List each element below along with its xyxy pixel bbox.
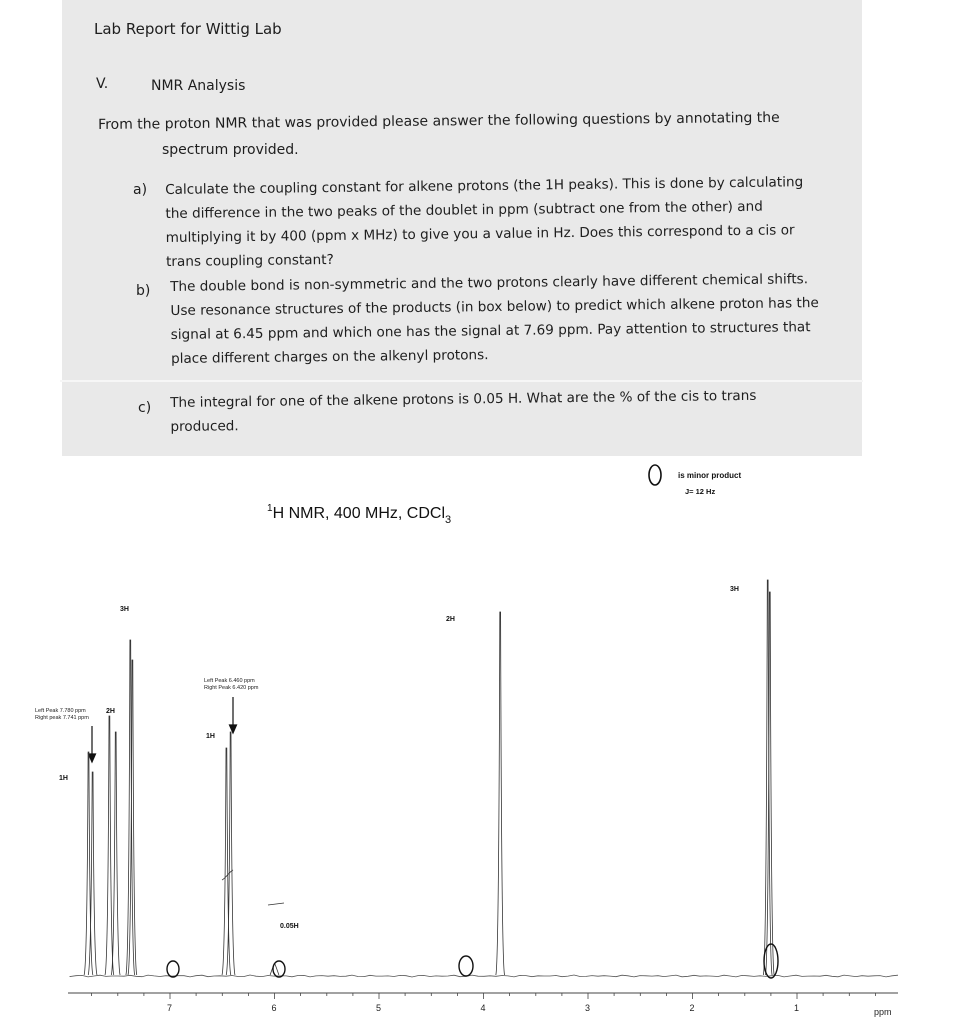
question-b-line: Use resonance structures of the products (in box below) to predict which alkene proton has the: [170, 295, 819, 319]
note-left-peak-2: Right peak 7.741 ppm: [35, 715, 89, 721]
x-axis-tick-label: 1: [794, 1003, 800, 1013]
integral-label-2h-aromatic: 2H: [106, 708, 115, 715]
question-b-line: signal at 6.45 ppm and which one has the signal at 7.69 ppm. Pay attention to structures that: [170, 319, 811, 343]
question-b-line: The double bond is non-symmetric and the two protons clearly have different chemical shifts.: [170, 271, 809, 295]
x-axis-tick-label: 4: [480, 1003, 486, 1013]
arrow-left-doublet-icon: [89, 726, 96, 762]
note-mid-peak-1: Left Peak 6.460 ppm: [204, 678, 255, 684]
integral-label-1h-alkene: 1H: [59, 775, 68, 782]
x-axis-unit: ppm: [874, 1007, 892, 1017]
intro-line-2: spectrum provided.: [162, 142, 299, 158]
circled-peak-icon: [167, 961, 179, 977]
question-a-label: a): [133, 182, 148, 198]
arrow-mid-doublet-icon: [230, 697, 237, 733]
spectrum-title: [267, 503, 451, 526]
x-axis-ticks: [92, 993, 876, 1013]
question-b: [170, 267, 820, 371]
nmr-peak: [496, 612, 505, 975]
spectrum-title-sub: 3: [445, 514, 452, 526]
integral-label-3h-aromatic: 3H: [120, 606, 129, 613]
section-number: V.: [96, 76, 109, 92]
question-c-line: produced.: [170, 418, 239, 435]
intro-line-1: From the proton NMR that was provided please answer the following questions by annotating the: [98, 109, 780, 133]
spectrum-trace-group: [70, 580, 898, 977]
report-title: Lab Report for Wittig Lab: [94, 20, 282, 38]
question-b-line: place different charges on the alkenyl protons.: [170, 347, 489, 367]
nmr-spectrum: [0, 456, 959, 1024]
circle-annotation-icon: [649, 465, 661, 485]
question-a-line: Calculate the coupling constant for alkene protons (the 1H peaks). This is done by calculating: [165, 174, 804, 198]
x-axis-tick-label: 3: [585, 1003, 591, 1013]
question-b-label: b): [136, 283, 151, 299]
annotation-minor-product: is minor product: [678, 471, 742, 480]
integral-label-small: 0.05H: [280, 923, 299, 930]
integral-curve-small: [268, 903, 284, 905]
spectrum-title-main: H NMR, 400 MHz, CDCl: [272, 505, 446, 522]
circled-peak-icon: [459, 956, 473, 976]
x-axis-tick-label: 2: [689, 1003, 695, 1013]
annotation-coupling: J= 12 Hz: [685, 487, 716, 496]
nmr-peak: [105, 716, 114, 975]
note-left-peak-1: Left Peak 7.780 ppm: [35, 708, 86, 714]
question-a-line: the difference in the two peaks of the doublet in ppm (subtract one from the other) and: [165, 198, 763, 222]
question-a-line: trans coupling constant?: [165, 251, 334, 270]
paper-fold: [60, 380, 863, 382]
question-a: [165, 170, 804, 274]
spectrum-title-sup: 1: [267, 503, 273, 514]
x-axis-tick-label: 6: [271, 1003, 277, 1013]
question-c: [170, 384, 757, 439]
section-title: NMR Analysis: [151, 78, 246, 94]
question-a-line: multiplying it by 400 (ppm x MHz) to give you a value in Hz. Does this correspond to a cis or: [165, 222, 795, 246]
x-axis-tick-label: 5: [376, 1003, 382, 1013]
integral-label-1h-alkene-mid: 1H: [206, 733, 215, 740]
integral-label-2h-ch2: 2H: [446, 616, 455, 623]
question-c-label: c): [138, 400, 152, 416]
nmr-peak: [111, 732, 120, 975]
integral-label-3h-ch3: 3H: [730, 586, 739, 593]
note-mid-peak-2: Right Peak 6.420 ppm: [204, 685, 259, 691]
question-c-line: The integral for one of the alkene protons is 0.05 H. What are the % of the cis to trans: [170, 387, 757, 411]
x-axis-tick-label: 7: [167, 1003, 173, 1013]
